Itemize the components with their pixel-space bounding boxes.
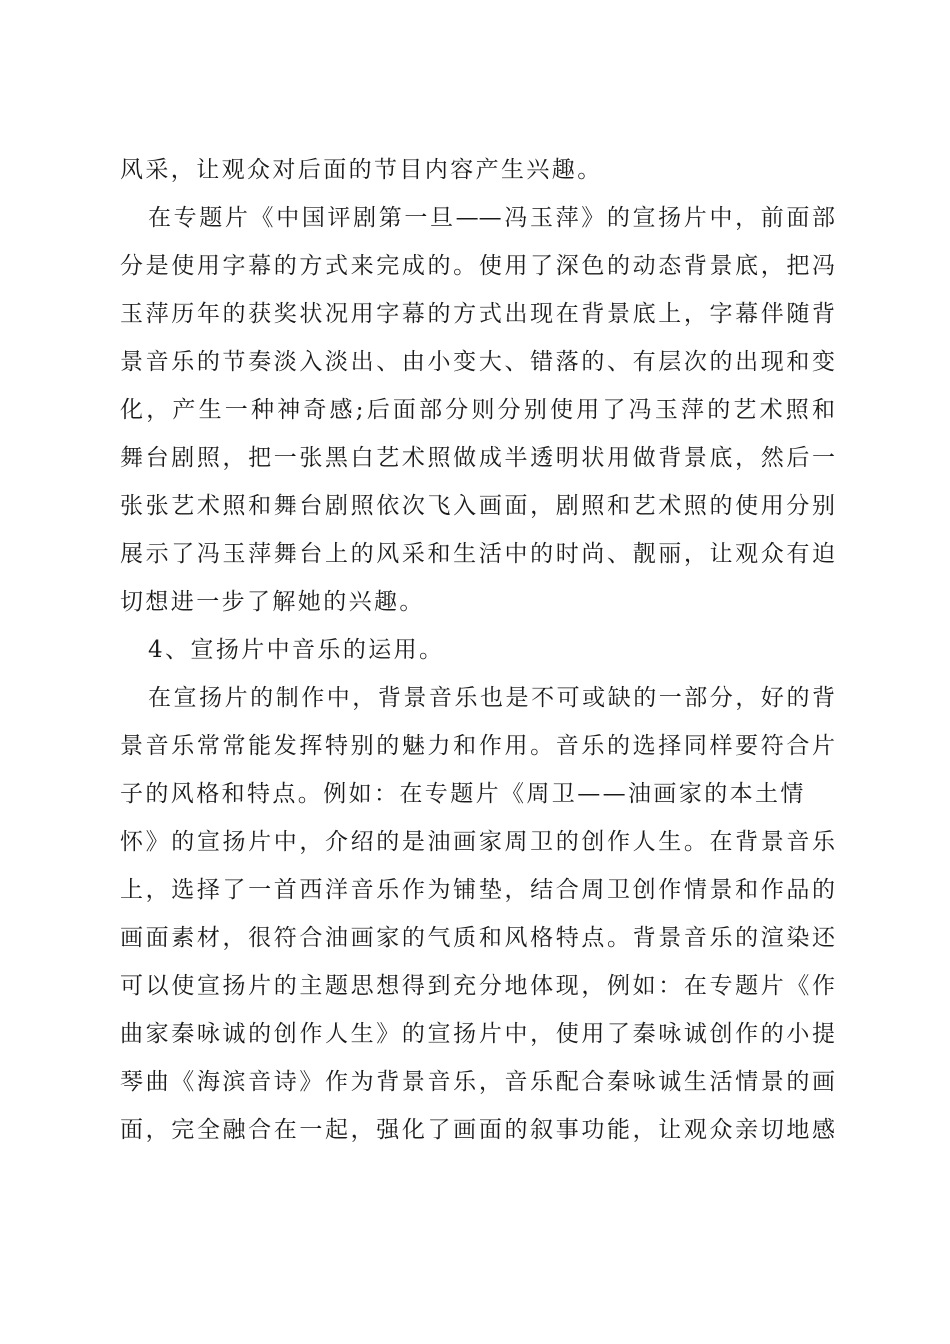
section-heading: 4、宣扬片中音乐的运用。	[148, 637, 445, 663]
text-line: 化，产生一种神奇感;后面部分则分别使用了冯玉萍的艺术照和	[120, 397, 835, 423]
text-line: 曲家秦咏诚的创作人生》的宣扬片中，使用了秦咏诚创作的小提	[120, 1021, 835, 1047]
text-line: 舞台剧照，把一张黑白艺术照做成半透明状用做背景底，然后一	[120, 445, 835, 471]
text-line: 怀》的宣扬片中，介绍的是油画家周卫的创作人生。在背景音乐	[120, 829, 835, 855]
text-line: 在专题片《中国评剧第一旦——冯玉萍》的宣扬片中，前面部	[148, 205, 835, 231]
text-line: 在宣扬片的制作中，背景音乐也是不可或缺的一部分，好的背	[148, 685, 835, 711]
text-line: 张张艺术照和舞台剧照依次飞入画面，剧照和艺术照的使用分别	[120, 493, 835, 519]
body-text	[120, 146, 835, 1154]
text-line: 切想进一步了解她的兴趣。	[120, 589, 425, 615]
text-line: 分是使用字幕的方式来完成的。使用了深色的动态背景底，把冯	[120, 253, 835, 279]
text-line: 可以使宣扬片的主题思想得到充分地体现，例如：在专题片《作	[120, 973, 835, 999]
text-line: 琴曲《海滨音诗》作为背景音乐，音乐配合秦咏诚生活情景的画	[120, 1069, 835, 1095]
text-line: 子的风格和特点。例如：在专题片《周卫——油画家的本土情	[120, 781, 806, 807]
text-line: 画面素材，很符合油画家的气质和风格特点。背景音乐的渲染还	[120, 925, 835, 951]
text-line: 景音乐常常能发挥特别的魅力和作用。音乐的选择同样要符合片	[120, 733, 835, 759]
text-line: 景音乐的节奏淡入淡出、由小变大、错落的、有层次的出现和变	[120, 349, 835, 375]
text-line: 面，完全融合在一起，强化了画面的叙事功能，让观众亲切地感	[120, 1117, 835, 1143]
text-line: 玉萍历年的获奖状况用字幕的方式出现在背景底上，字幕伴随背	[120, 301, 835, 327]
text-line: 展示了冯玉萍舞台上的风采和生活中的时尚、靓丽，让观众有迫	[120, 541, 835, 567]
text-line: 上，选择了一首西洋音乐作为铺垫，结合周卫创作情景和作品的	[120, 877, 835, 903]
text-line: 风采，让观众对后面的节目内容产生兴趣。	[120, 157, 603, 183]
